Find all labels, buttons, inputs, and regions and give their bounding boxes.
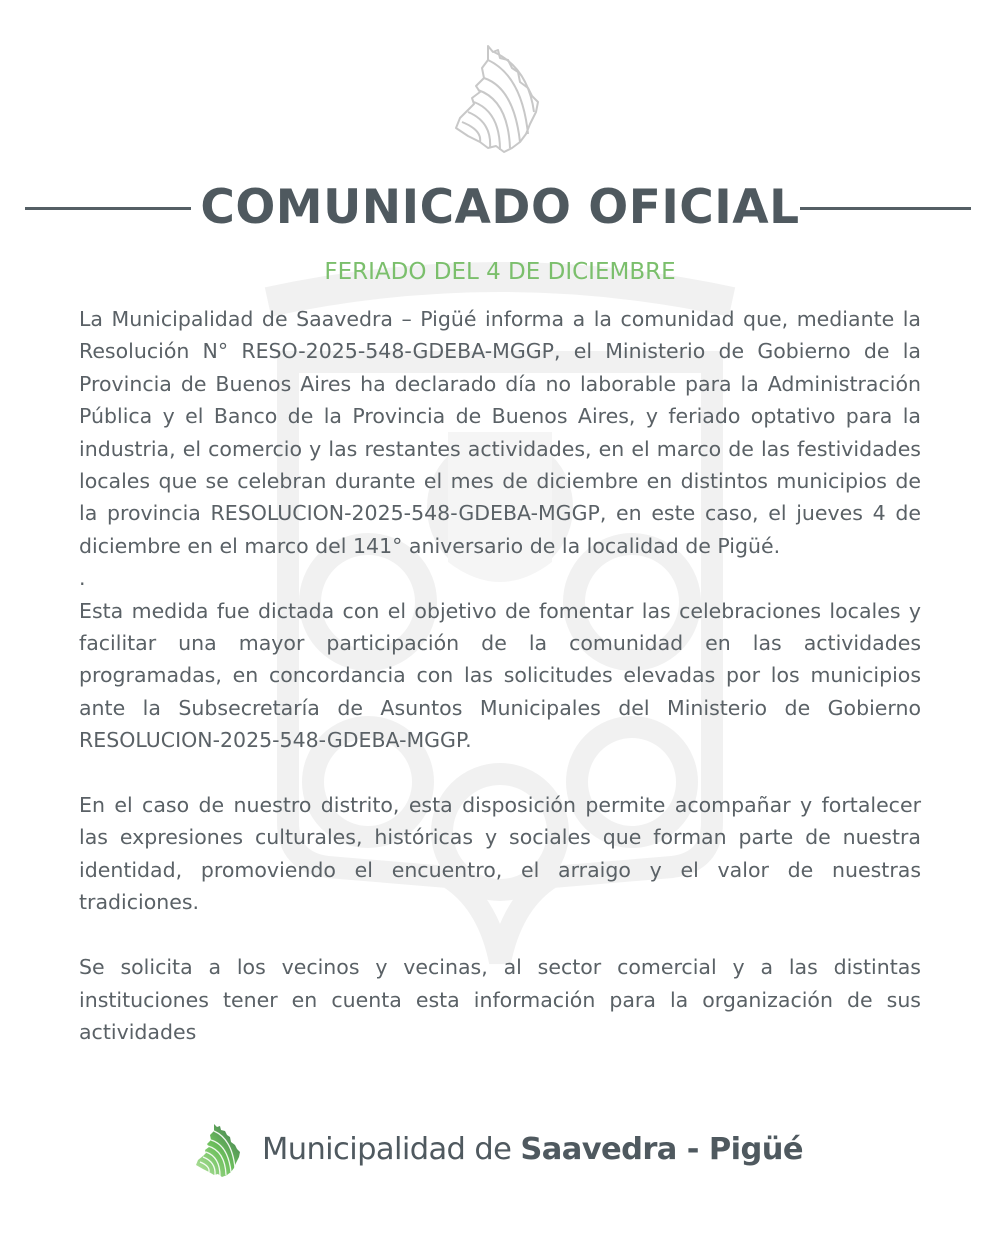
paragraph-3: En el caso de nuestro distrito, esta disposición permite acompañar y fortalecer las expresiones culturales, históricas y sociales que forman parte de nuestra identidad, promoviendo el encuentro, el arraigo y el valor de nuestras tradiciones.	[79, 793, 921, 915]
subtitle: FERIADO DEL 4 DE DICIEMBRE	[324, 259, 676, 285]
footer-brand-text	[262, 1128, 803, 1172]
footer-brand-regular: Municipalidad de	[262, 1132, 521, 1167]
paragraph-1: La Municipalidad de Saavedra – Pigüé informa a la comunidad que, mediante la Resolución N° RESO-2025-548-GDEBA-MGGP, el Ministerio de Gobierno de la Provincia de Buenos Aires ha declarado día no laborable para la Administración Pública y el Banco de la Provincia de Buenos Aires, y feriado optativo para la industria, el comercio y las restantes actividades, en el marco de las festividades locales que se celebran durante el mes de diciembre en distintos municipios de la provincia RESOLUCION-2025-548-GDEBA-MGGP, en este caso, el jueves 4 de diciembre en el marco del 141° aniversario de la localidad de Pigüé.	[79, 307, 921, 558]
saavedra-district-map-outline-icon	[448, 38, 554, 158]
saavedra-district-map-green-icon	[192, 1120, 246, 1180]
header	[0, 176, 1000, 240]
footer-brand	[190, 1118, 810, 1182]
announcement-body	[79, 303, 921, 1048]
page-title: COMUNICADO OFICIAL	[200, 180, 800, 235]
footer-brand-bold: Saavedra - Pigüé	[520, 1132, 803, 1167]
title-rule-left	[25, 207, 191, 210]
paragraph-separator: .	[79, 566, 86, 591]
paragraph-4: Se solicita a los vecinos y vecinas, al sector comercial y a las distintas instituciones tener en cuenta esta información para la organización de sus actividades	[79, 955, 921, 1044]
title-rule-right	[800, 207, 971, 210]
paragraph-2: Esta medida fue dictada con el objetivo de fomentar las celebraciones locales y facilitar una mayor participación de la comunidad en las actividades programadas, en concordancia con las solicitudes elevadas por los municipios ante la Subsecretaría de Asuntos Municipales del Ministerio de Gobierno RESOLUCION-2025-548-GDEBA-MGGP.	[79, 598, 921, 753]
